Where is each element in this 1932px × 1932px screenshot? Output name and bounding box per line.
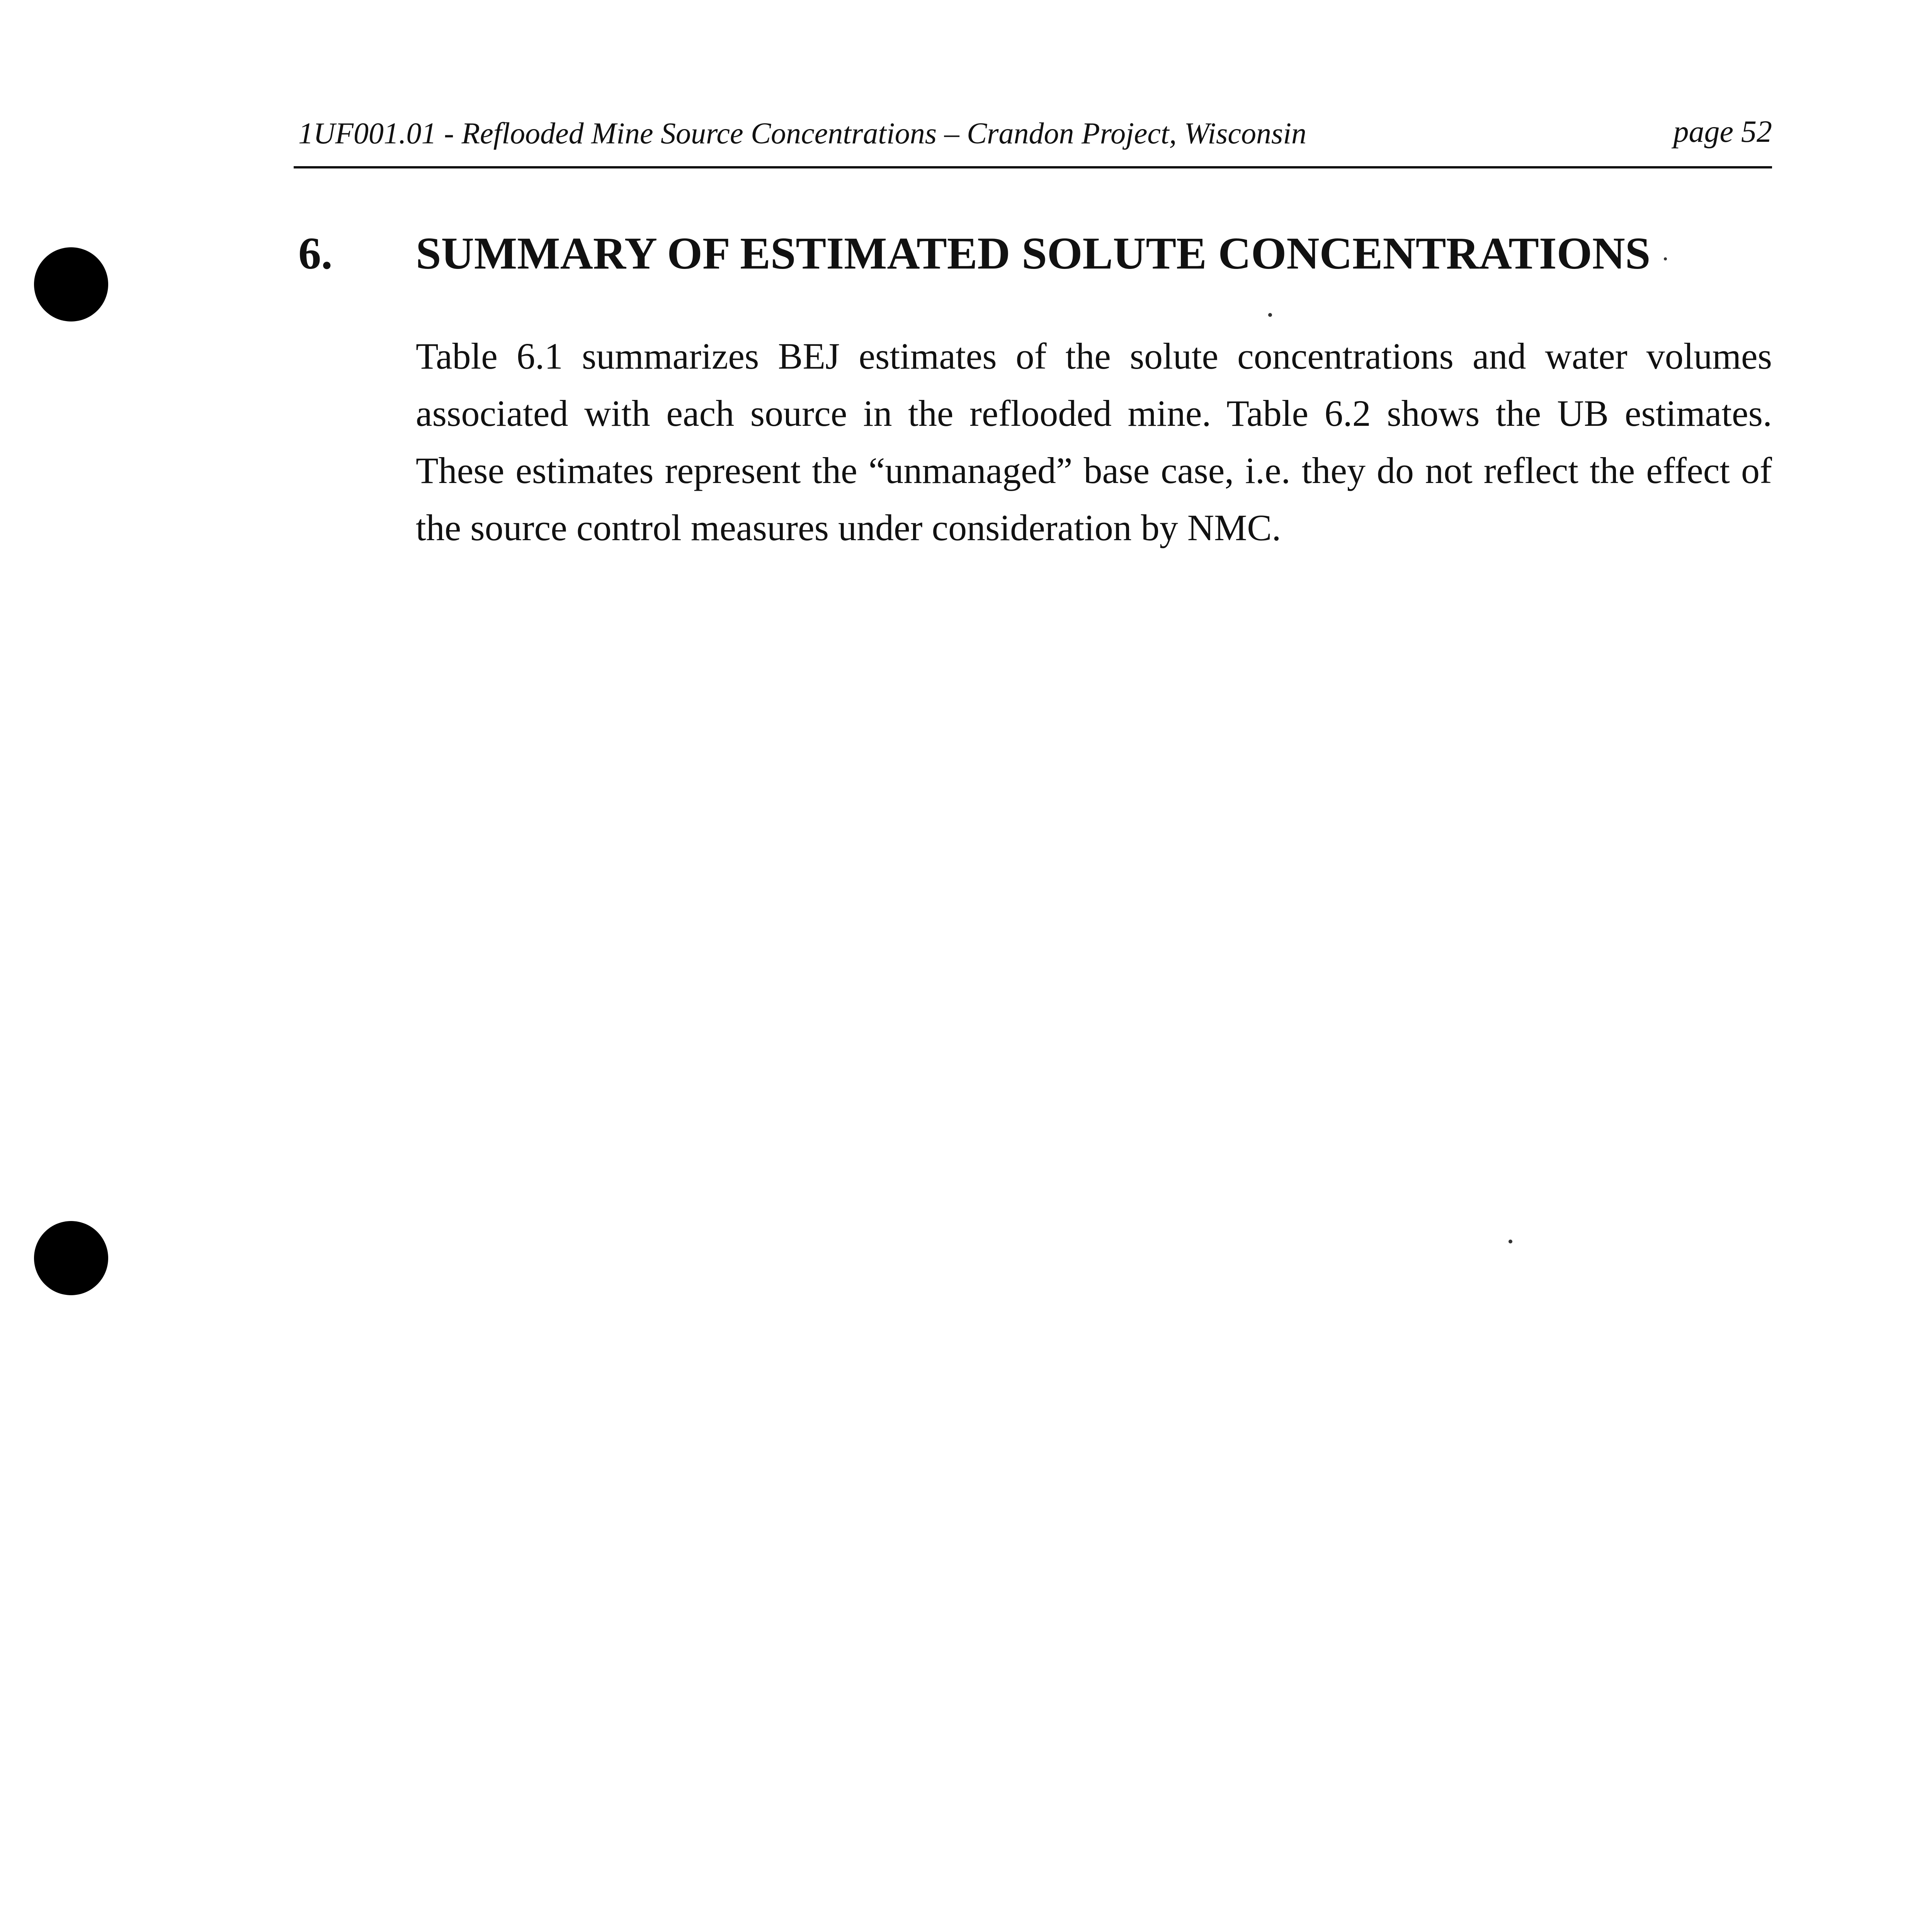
punch-hole-middle	[34, 1221, 108, 1295]
scan-speck	[1664, 257, 1667, 260]
running-header-title: 1UF001.01 - Reflooded Mine Source Concentrations – Crandon Project, Wisconsin	[298, 116, 1307, 150]
body-paragraph: Table 6.1 summarizes BEJ estimates of the solute concentrations and water volumes associated with each source in the reflooded mine. Table 6.2 shows the UB estimates. These estimates represent the “unmanaged” base case, i.e. they do not reflect the effect of the source control measures under consideration by NMC.	[416, 335, 1772, 548]
section-title: SUMMARY OF ESTIMATED SOLUTE CONCENTRATIONS	[416, 228, 1651, 279]
running-header-page: page 52	[1673, 115, 1772, 149]
scan-speck	[1268, 313, 1272, 317]
scan-speck	[1509, 1240, 1512, 1243]
section-number: 6.	[298, 228, 333, 279]
punch-hole-top	[34, 247, 108, 321]
header-rule	[294, 166, 1772, 168]
